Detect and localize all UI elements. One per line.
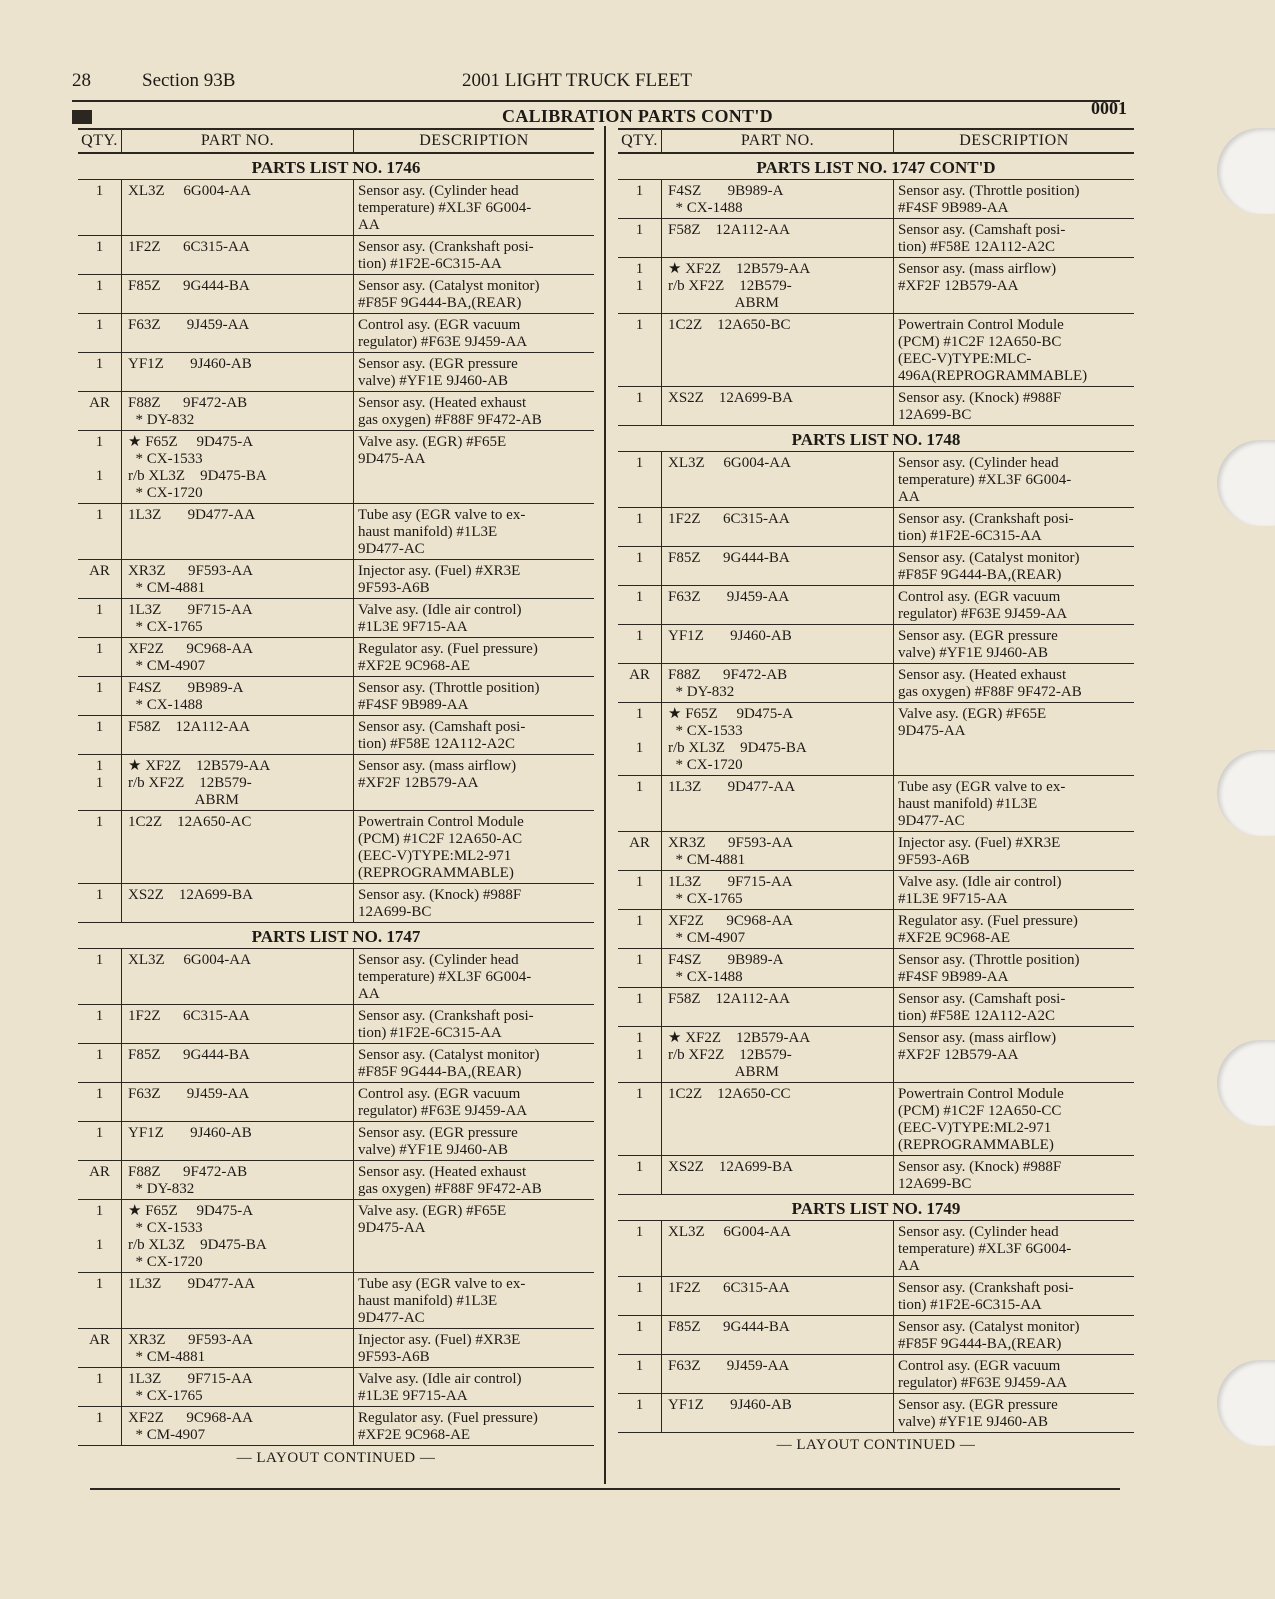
description-header: DESCRIPTION <box>959 132 1069 149</box>
qty-cell: 1 <box>78 1005 122 1043</box>
table-row <box>618 1083 1134 1156</box>
description-cell: Control asy. (EGR vacuum regulator) #F63E 9J459-AA <box>898 589 1068 622</box>
qty-cell: 1 <box>618 1221 662 1276</box>
table-row <box>618 547 1134 586</box>
qty-cell: 1 <box>78 275 122 313</box>
qty-cell: 1 <box>618 387 662 425</box>
table-row <box>78 560 594 599</box>
description-cell: Tube asy (EGR valve to ex- haust manifold) #1L3E 9D477-AC <box>358 507 526 557</box>
header-rule <box>72 100 1120 102</box>
qty-cell: AR <box>78 560 122 598</box>
part-number-cell: XL3Z 6G004-AA <box>662 452 894 507</box>
part-number-cell: F63Z 9J459-AA <box>662 586 894 624</box>
description-cell: Sensor asy. (Camshaft posi- tion) #F58E 12A112-A2C <box>898 991 1066 1024</box>
description-cell: Sensor asy. (mass airflow) #XF2F 12B579-AA <box>898 261 1057 294</box>
part-number-cell: XF2Z 9C968-AA * CM-4907 <box>122 1407 354 1445</box>
description-cell: Valve asy. (EGR) #F65E 9D475-AA <box>898 706 1047 739</box>
qty-cell: 1 <box>78 949 122 1004</box>
description-cell: Control asy. (EGR vacuum regulator) #F63E 9J459-AA <box>358 1086 528 1119</box>
page-title: 2001 LIGHT TRUCK FLEET <box>462 70 692 91</box>
qty-cell: 1 <box>618 314 662 386</box>
description-header: DESCRIPTION <box>419 132 529 149</box>
table-row <box>618 258 1134 314</box>
qty-cell: 1 <box>618 1355 662 1393</box>
qty-cell: 1 <box>618 219 662 257</box>
qty-cell: 1 <box>618 776 662 831</box>
part-number-cell: F63Z 9J459-AA <box>662 1355 894 1393</box>
part-number-cell: ★ F65Z 9D475-A * CX-1533 r/b XL3Z 9D475-BA * CX-1720 <box>122 431 354 503</box>
qty-cell: 1 <box>618 452 662 507</box>
description-cell: Sensor asy. (Heated exhaust gas oxygen) #F88F 9F472-AB <box>898 667 1082 700</box>
description-cell: Sensor asy. (Catalyst monitor) #F85F 9G444-BA,(REAR) <box>358 278 540 311</box>
qty-header: QTY. <box>78 130 122 152</box>
description-cell: Sensor asy. (Crankshaft posi- tion) #1F2E-6C315-AA <box>358 1008 534 1041</box>
description-cell: Sensor asy. (mass airflow) #XF2F 12B579-AA <box>358 758 517 791</box>
description-cell: Powertrain Control Module (PCM) #1C2F 12A650-CC (EEC-V)TYPE:ML2-971 (REPROGRAMMABLE) <box>898 1086 1064 1153</box>
qty-cell: 1 1 <box>618 703 662 775</box>
part-number-cell: F4SZ 9B989-A * CX-1488 <box>662 180 894 218</box>
part-number-cell: 1C2Z 12A650-AC <box>122 811 354 883</box>
table-row <box>78 811 594 884</box>
footer-rule <box>90 1488 1120 1490</box>
description-cell: Sensor asy. (EGR pressure valve) #YF1E 9J460-AB <box>898 628 1058 661</box>
table-row <box>78 1200 594 1273</box>
qty-cell: AR <box>618 832 662 870</box>
description-cell: Sensor asy. (Catalyst monitor) #F85F 9G444-BA,(REAR) <box>358 1047 540 1080</box>
part-number-cell: ★ F65Z 9D475-A * CX-1533 r/b XL3Z 9D475-BA * CX-1720 <box>122 1200 354 1272</box>
table-row <box>78 275 594 314</box>
table-row <box>618 1316 1134 1355</box>
table-row <box>78 716 594 755</box>
layout-continued-note: — LAYOUT CONTINUED — <box>776 1437 976 1453</box>
parts-list-title: PARTS LIST NO. 1747 CONT'D <box>618 154 1134 180</box>
description-cell: Sensor asy. (Heated exhaust gas oxygen) #F88F 9F472-AB <box>358 395 542 428</box>
binder-hole <box>1217 1360 1275 1446</box>
qty-cell: 1 <box>618 180 662 218</box>
table-row <box>618 1355 1134 1394</box>
table-row <box>78 1083 594 1122</box>
table-row <box>618 871 1134 910</box>
table-row <box>78 1368 594 1407</box>
table-row <box>618 1027 1134 1083</box>
qty-cell: 1 <box>618 547 662 585</box>
table-row <box>618 949 1134 988</box>
section-label: Section 93B <box>142 70 236 91</box>
part-number-cell: 1F2Z 6C315-AA <box>662 508 894 546</box>
part-number-cell: 1L3Z 9F715-AA * CX-1765 <box>122 599 354 637</box>
table-row <box>618 703 1134 776</box>
part-number-cell: F58Z 12A112-AA <box>122 716 354 754</box>
qty-cell: 1 1 <box>618 1027 662 1082</box>
part-number-cell: XL3Z 6G004-AA <box>122 949 354 1004</box>
part-number-cell: 1F2Z 6C315-AA <box>122 236 354 274</box>
table-row <box>78 949 594 1005</box>
table-row <box>618 219 1134 258</box>
part-number-cell: XL3Z 6G004-AA <box>662 1221 894 1276</box>
part-number-cell: ★ F65Z 9D475-A * CX-1533 r/b XL3Z 9D475-BA * CX-1720 <box>662 703 894 775</box>
description-cell: Regulator asy. (Fuel pressure) #XF2E 9C968-AE <box>358 641 538 674</box>
part-number-cell: F63Z 9J459-AA <box>122 1083 354 1121</box>
part-number-cell: ★ XF2Z 12B579-AA r/b XF2Z 12B579- ABRM <box>662 258 894 313</box>
qty-cell: 1 <box>78 353 122 391</box>
part-number-cell: XF2Z 9C968-AA * CM-4907 <box>122 638 354 676</box>
qty-cell: 1 <box>618 625 662 663</box>
table-row <box>78 1122 594 1161</box>
part-number-cell: XS2Z 12A699-BA <box>122 884 354 922</box>
qty-cell: 1 <box>78 314 122 352</box>
part-number-cell: XR3Z 9F593-AA * CM-4881 <box>122 1329 354 1367</box>
qty-cell: 1 <box>618 1316 662 1354</box>
part-no-header: PART NO. <box>662 130 894 152</box>
part-number-cell: F88Z 9F472-AB * DY-832 <box>122 1161 354 1199</box>
qty-cell: 1 <box>618 910 662 948</box>
table-row <box>618 508 1134 547</box>
table-row <box>78 314 594 353</box>
part-number-cell: F85Z 9G444-BA <box>662 547 894 585</box>
table-row <box>78 392 594 431</box>
table-row <box>78 353 594 392</box>
description-cell: Injector asy. (Fuel) #XR3E 9F593-A6B <box>898 835 1061 868</box>
description-cell: Sensor asy. (Throttle position) #F4SF 9B989-AA <box>898 183 1080 216</box>
description-cell: Sensor asy. (Camshaft posi- tion) #F58E 12A112-A2C <box>898 222 1066 255</box>
description-cell: Injector asy. (Fuel) #XR3E 9F593-A6B <box>358 563 521 596</box>
column-header <box>618 128 1134 154</box>
description-cell: Sensor asy. (Camshaft posi- tion) #F58E 12A112-A2C <box>358 719 526 752</box>
part-number-cell: 1L3Z 9D477-AA <box>122 1273 354 1328</box>
parts-list-title: PARTS LIST NO. 1749 <box>618 1195 1134 1221</box>
layout-continued-note: — LAYOUT CONTINUED — <box>236 1450 436 1466</box>
part-number-cell: F85Z 9G444-BA <box>662 1316 894 1354</box>
qty-cell: 1 <box>618 988 662 1026</box>
parts-list-title: PARTS LIST NO. 1746 <box>78 154 594 180</box>
part-number-cell: XS2Z 12A699-BA <box>662 387 894 425</box>
part-number-cell: F4SZ 9B989-A * CX-1488 <box>662 949 894 987</box>
description-cell: Valve asy. (Idle air control) #1L3E 9F715-AA <box>898 874 1062 907</box>
table-row <box>78 504 594 560</box>
table-row <box>618 988 1134 1027</box>
description-cell: Sensor asy. (Knock) #988F 12A699-BC <box>358 887 522 920</box>
parts-list-title: PARTS LIST NO. 1748 <box>618 426 1134 452</box>
description-cell: Sensor asy. (Throttle position) #F4SF 9B989-AA <box>358 680 540 713</box>
description-cell: Sensor asy. (Cylinder head temperature) #XL3F 6G004- AA <box>358 952 532 1002</box>
table-row <box>78 677 594 716</box>
description-cell: Sensor asy. (Heated exhaust gas oxygen) #F88F 9F472-AB <box>358 1164 542 1197</box>
part-number-cell: YF1Z 9J460-AB <box>122 353 354 391</box>
qty-cell: 1 <box>78 180 122 235</box>
description-cell: Valve asy. (Idle air control) #1L3E 9F715-AA <box>358 602 522 635</box>
description-cell: Sensor asy. (Knock) #988F 12A699-BC <box>898 1159 1062 1192</box>
qty-cell: 1 1 <box>618 258 662 313</box>
part-number-cell: XF2Z 9C968-AA * CM-4907 <box>662 910 894 948</box>
description-cell: Sensor asy. (Crankshaft posi- tion) #1F2E-6C315-AA <box>898 511 1074 544</box>
part-no-header: PART NO. <box>122 130 354 152</box>
table-row <box>618 1156 1134 1195</box>
qty-cell: 1 <box>78 638 122 676</box>
description-cell: Control asy. (EGR vacuum regulator) #F63E 9J459-AA <box>358 317 528 350</box>
qty-cell: 1 1 <box>78 755 122 810</box>
right-column <box>618 128 1134 1454</box>
column-header <box>78 128 594 154</box>
part-number-cell: YF1Z 9J460-AB <box>662 1394 894 1432</box>
part-number-cell: F88Z 9F472-AB * DY-832 <box>662 664 894 702</box>
part-number-cell: ★ XF2Z 12B579-AA r/b XF2Z 12B579- ABRM <box>122 755 354 810</box>
qty-cell: 1 <box>78 1368 122 1406</box>
table-row <box>618 832 1134 871</box>
qty-cell: 1 <box>618 1083 662 1155</box>
qty-cell: 1 <box>78 1407 122 1445</box>
description-cell: Valve asy. (EGR) #F65E 9D475-AA <box>358 434 507 467</box>
description-cell: Sensor asy. (Cylinder head temperature) #XL3F 6G004- AA <box>358 183 532 233</box>
part-number-cell: F58Z 12A112-AA <box>662 219 894 257</box>
part-number-cell: F85Z 9G444-BA <box>122 1044 354 1082</box>
table-row <box>78 1407 594 1446</box>
table-row <box>618 452 1134 508</box>
part-number-cell: YF1Z 9J460-AB <box>122 1122 354 1160</box>
section-title: CALIBRATION PARTS CONT'D <box>502 106 773 126</box>
qty-cell: AR <box>78 1161 122 1199</box>
qty-cell: AR <box>618 664 662 702</box>
table-row <box>78 1273 594 1329</box>
description-cell: Regulator asy. (Fuel pressure) #XF2E 9C968-AE <box>358 1410 538 1443</box>
description-cell: Sensor asy. (Cylinder head temperature) #XL3F 6G004- AA <box>898 1224 1072 1274</box>
binder-hole <box>1217 750 1275 836</box>
table-row <box>78 180 594 236</box>
table-row <box>78 1329 594 1368</box>
qty-cell: AR <box>78 392 122 430</box>
qty-cell: 1 <box>618 1394 662 1432</box>
parts-list-title: PARTS LIST NO. 1747 <box>78 923 594 949</box>
qty-cell: 1 <box>78 504 122 559</box>
table-row <box>618 664 1134 703</box>
description-cell: Tube asy (EGR valve to ex- haust manifold) #1L3E 9D477-AC <box>898 779 1066 829</box>
qty-cell: 1 <box>618 949 662 987</box>
table-row <box>618 910 1134 949</box>
table-row <box>78 1161 594 1200</box>
qty-cell: 1 <box>78 716 122 754</box>
qty-cell: AR <box>78 1329 122 1367</box>
qty-cell: 1 <box>78 1122 122 1160</box>
page-number: 28 <box>72 70 91 91</box>
qty-cell: 1 <box>78 1273 122 1328</box>
qty-cell: 1 1 <box>78 431 122 503</box>
qty-cell: 1 <box>78 884 122 922</box>
description-cell: Sensor asy. (Catalyst monitor) #F85F 9G444-BA,(REAR) <box>898 550 1080 583</box>
part-number-cell: YF1Z 9J460-AB <box>662 625 894 663</box>
description-cell: Sensor asy. (Cylinder head temperature) #XL3F 6G004- AA <box>898 455 1072 505</box>
part-number-cell: 1L3Z 9F715-AA * CX-1765 <box>662 871 894 909</box>
table-row <box>78 431 594 504</box>
table-row <box>78 1005 594 1044</box>
part-number-cell: 1C2Z 12A650-CC <box>662 1083 894 1155</box>
description-cell: Valve asy. (Idle air control) #1L3E 9F715-AA <box>358 1371 522 1404</box>
table-row <box>78 638 594 677</box>
binder-hole <box>1217 440 1275 526</box>
part-number-cell: 1C2Z 12A650-BC <box>662 314 894 386</box>
description-cell: Injector asy. (Fuel) #XR3E 9F593-A6B <box>358 1332 521 1365</box>
qty-cell: 1 <box>78 677 122 715</box>
description-cell: Sensor asy. (Knock) #988F 12A699-BC <box>898 390 1062 423</box>
table-row <box>618 387 1134 426</box>
description-cell: Sensor asy. (mass airflow) #XF2F 12B579-AA <box>898 1030 1057 1063</box>
qty-cell: 1 <box>78 236 122 274</box>
qty-cell: 1 <box>618 1277 662 1315</box>
binder-hole <box>1217 128 1275 214</box>
part-number-cell: XR3Z 9F593-AA * CM-4881 <box>122 560 354 598</box>
qty-cell: 1 <box>618 871 662 909</box>
part-number-cell: F63Z 9J459-AA <box>122 314 354 352</box>
description-cell: Valve asy. (EGR) #F65E 9D475-AA <box>358 1203 507 1236</box>
part-number-cell: 1L3Z 9F715-AA * CX-1765 <box>122 1368 354 1406</box>
table-row <box>78 599 594 638</box>
description-cell: Sensor asy. (EGR pressure valve) #YF1E 9J460-AB <box>358 1125 518 1158</box>
table-row <box>618 776 1134 832</box>
table-row <box>618 586 1134 625</box>
qty-cell: 1 <box>78 811 122 883</box>
left-column <box>78 128 594 1467</box>
part-number-cell: 1F2Z 6C315-AA <box>662 1277 894 1315</box>
description-cell: Tube asy (EGR valve to ex- haust manifold) #1L3E 9D477-AC <box>358 1276 526 1326</box>
part-number-cell: F4SZ 9B989-A * CX-1488 <box>122 677 354 715</box>
binder-hole <box>1217 1040 1275 1126</box>
part-number-cell: ★ XF2Z 12B579-AA r/b XF2Z 12B579- ABRM <box>662 1027 894 1082</box>
part-number-cell: F58Z 12A112-AA <box>662 988 894 1026</box>
qty-cell: 1 <box>618 508 662 546</box>
description-cell: Sensor asy. (EGR pressure valve) #YF1E 9J460-AB <box>358 356 518 389</box>
table-row <box>618 1277 1134 1316</box>
section-code: 0001 <box>1091 98 1127 118</box>
description-cell: Sensor asy. (Throttle position) #F4SF 9B989-AA <box>898 952 1080 985</box>
qty-cell: 1 <box>618 1156 662 1194</box>
table-row <box>78 755 594 811</box>
column-divider <box>604 126 606 1484</box>
table-row <box>78 1044 594 1083</box>
qty-cell: 1 <box>78 1044 122 1082</box>
table-row <box>78 236 594 275</box>
table-row <box>78 884 594 923</box>
table-row <box>618 314 1134 387</box>
description-cell: Sensor asy. (EGR pressure valve) #YF1E 9J460-AB <box>898 1397 1058 1430</box>
table-row <box>618 625 1134 664</box>
part-number-cell: XL3Z 6G004-AA <box>122 180 354 235</box>
qty-cell: 1 <box>618 586 662 624</box>
qty-cell: 1 <box>78 1083 122 1121</box>
part-number-cell: 1F2Z 6C315-AA <box>122 1005 354 1043</box>
part-number-cell: XR3Z 9F593-AA * CM-4881 <box>662 832 894 870</box>
part-number-cell: 1L3Z 9D477-AA <box>662 776 894 831</box>
part-number-cell: 1L3Z 9D477-AA <box>122 504 354 559</box>
qty-cell: 1 1 <box>78 1200 122 1272</box>
qty-cell: 1 <box>78 599 122 637</box>
table-row <box>618 180 1134 219</box>
description-cell: Control asy. (EGR vacuum regulator) #F63E 9J459-AA <box>898 1358 1068 1391</box>
part-number-cell: F85Z 9G444-BA <box>122 275 354 313</box>
description-cell: Regulator asy. (Fuel pressure) #XF2E 9C968-AE <box>898 913 1078 946</box>
table-row <box>618 1394 1134 1433</box>
part-number-cell: F88Z 9F472-AB * DY-832 <box>122 392 354 430</box>
description-cell: Powertrain Control Module (PCM) #1C2F 12A650-AC (EEC-V)TYPE:ML2-971 (REPROGRAMMABLE) <box>358 814 524 881</box>
part-number-cell: XS2Z 12A699-BA <box>662 1156 894 1194</box>
table-row <box>618 1221 1134 1277</box>
description-cell: Sensor asy. (Crankshaft posi- tion) #1F2E-6C315-AA <box>358 239 534 272</box>
description-cell: Powertrain Control Module (PCM) #1C2F 12A650-BC (EEC-V)TYPE:MLC- 496A(REPROGRAMMABLE) <box>898 317 1088 384</box>
qty-header: QTY. <box>618 130 662 152</box>
description-cell: Sensor asy. (Catalyst monitor) #F85F 9G444-BA,(REAR) <box>898 1319 1080 1352</box>
description-cell: Sensor asy. (Crankshaft posi- tion) #1F2E-6C315-AA <box>898 1280 1074 1313</box>
